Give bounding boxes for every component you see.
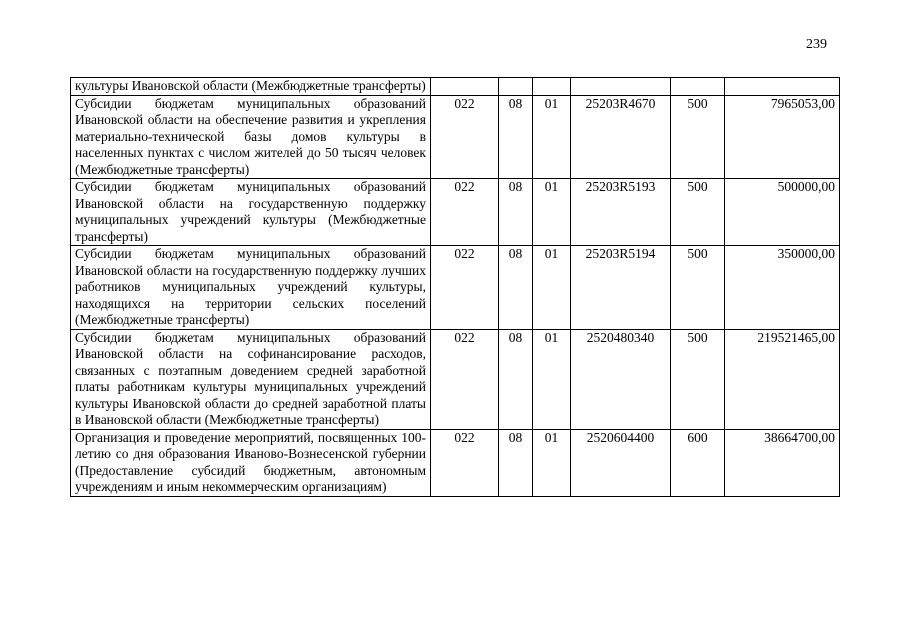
row-amount bbox=[725, 78, 840, 96]
table-row bbox=[71, 179, 840, 246]
row-amount: 7965053,00 bbox=[725, 95, 840, 179]
budget-table bbox=[70, 77, 840, 497]
row-amount: 350000,00 bbox=[725, 246, 840, 330]
row-ministry-code: 022 bbox=[431, 95, 499, 179]
row-section-code: 08 bbox=[499, 95, 533, 179]
row-target-code: 2520480340 bbox=[571, 329, 671, 429]
row-amount: 500000,00 bbox=[725, 179, 840, 246]
table-row bbox=[71, 429, 840, 496]
page-number: 239 bbox=[806, 37, 827, 52]
row-description: Субсидии бюджетам муниципальных образований Ивановской области на государственную поддержку лучших работников муниципальных учреждений культуры, находящихся на территории сельских поселений (Межбюджетные трансферты) bbox=[71, 246, 431, 330]
row-description: Субсидии бюджетам муниципальных образований Ивановской области на софинансирование расходов, связанных с поэтапным доведением средней заработной платы работникам культуры муниципальных учреждений культуры Ивановской области до средней заработной платы в Ивановской области (Межбюджетные трансферты) bbox=[71, 329, 431, 429]
row-subsection-code: 01 bbox=[533, 246, 571, 330]
table-row bbox=[71, 246, 840, 330]
table-row bbox=[71, 78, 840, 96]
row-target-code: 25203R5194 bbox=[571, 246, 671, 330]
row-ministry-code: 022 bbox=[431, 329, 499, 429]
row-expense-type: 600 bbox=[671, 429, 725, 496]
row-subsection-code: 01 bbox=[533, 329, 571, 429]
row-subsection-code: 01 bbox=[533, 95, 571, 179]
row-amount: 219521465,00 bbox=[725, 329, 840, 429]
row-ministry-code bbox=[431, 78, 499, 96]
row-subsection-code bbox=[533, 78, 571, 96]
row-expense-type: 500 bbox=[671, 329, 725, 429]
row-description: Субсидии бюджетам муниципальных образований Ивановской области на обеспечение развития и укрепления материально-технической базы домов культуры в населенных пунктах с числом жителей до 50 тысяч человек (Межбюджетные трансферты) bbox=[71, 95, 431, 179]
row-section-code: 08 bbox=[499, 429, 533, 496]
row-expense-type bbox=[671, 78, 725, 96]
row-subsection-code: 01 bbox=[533, 179, 571, 246]
row-amount: 38664700,00 bbox=[725, 429, 840, 496]
row-expense-type: 500 bbox=[671, 179, 725, 246]
row-target-code: 2520604400 bbox=[571, 429, 671, 496]
table-row bbox=[71, 95, 840, 179]
row-section-code: 08 bbox=[499, 329, 533, 429]
row-target-code: 25203R5193 bbox=[571, 179, 671, 246]
row-target-code bbox=[571, 78, 671, 96]
row-ministry-code: 022 bbox=[431, 179, 499, 246]
row-description: культуры Ивановской области (Межбюджетные трансферты) bbox=[71, 78, 431, 96]
row-section-code: 08 bbox=[499, 179, 533, 246]
row-description: Организация и проведение мероприятий, посвященных 100-летию со дня образования Иваново-Вознесенской губернии (Предоставление субсидий бюджетным, автономным учреждениям и иным некоммерческим организациям) bbox=[71, 429, 431, 496]
row-expense-type: 500 bbox=[671, 246, 725, 330]
row-ministry-code: 022 bbox=[431, 429, 499, 496]
row-description: Субсидии бюджетам муниципальных образований Ивановской области на государственную поддержку муниципальных учреждений культуры (Межбюджетные трансферты) bbox=[71, 179, 431, 246]
row-expense-type: 500 bbox=[671, 95, 725, 179]
row-ministry-code: 022 bbox=[431, 246, 499, 330]
row-target-code: 25203R4670 bbox=[571, 95, 671, 179]
row-section-code bbox=[499, 78, 533, 96]
row-subsection-code: 01 bbox=[533, 429, 571, 496]
table-row bbox=[71, 329, 840, 429]
row-section-code: 08 bbox=[499, 246, 533, 330]
